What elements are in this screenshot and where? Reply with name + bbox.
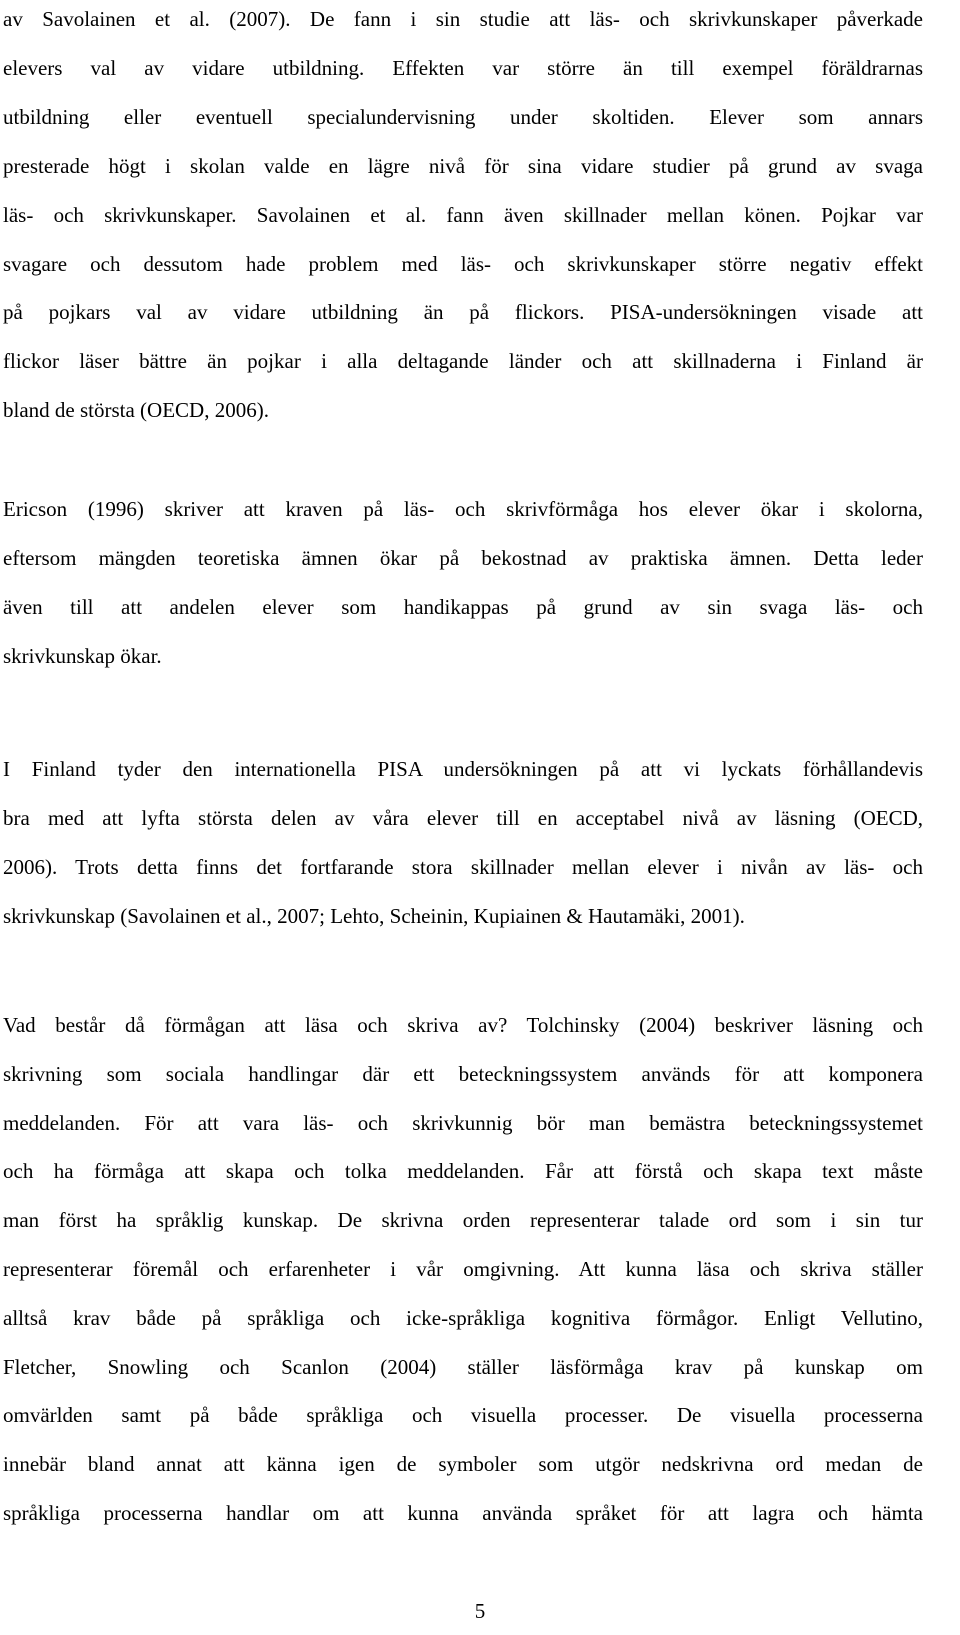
page-number: 5 (474, 1599, 486, 1623)
text-line: skrivning som sociala handlingar där ett beteckningssystem används för att komponera (3, 1061, 923, 1086)
text-line: läs- och skrivkunskaper. Savolainen et al. fann även skillnader mellan könen. Pojkar var (3, 202, 923, 227)
text-line: skrivkunskap ökar. (3, 644, 162, 668)
text-line: bra med att lyfta största delen av våra elever till en acceptabel nivå av läsning (OECD, (3, 806, 923, 830)
text-line: elevers val av vidare utbildning. Effekten var större än till exempel föräldrarnas (3, 55, 923, 80)
text-line: utbildning eller eventuell specialundervisning under skoltiden. Elever som annars (3, 104, 923, 129)
text-line: I Finland tyder den internationella PISA undersökningen på att vi lyckats förhållandevis (3, 757, 923, 781)
text-line: Fletcher, Snowling och Scanlon (2004) ställer läsförmåga krav på kunskap om (3, 1354, 923, 1379)
text-line: representerar föremål och erfarenheter i vår omgivning. Att kunna läsa och skriva ställer (3, 1257, 923, 1281)
text-line: Vad består då förmågan att läsa och skriva av? Tolchinsky (2004) beskriver läsning och (3, 1013, 923, 1037)
text-line: på pojkars val av vidare utbildning än på flickors. PISA-undersökningen visade att (3, 300, 923, 325)
text-line: Ericson (1996) skriver att kraven på läs- och skrivförmåga hos elever ökar i skolorna, (3, 497, 923, 521)
text-line: 2006). Trots detta finns det fortfarande stora skillnader mellan elever i nivån av läs- och (3, 855, 923, 879)
text-line: språkliga processerna handlar om att kunna använda språket för att lagra och hämta (3, 1501, 923, 1525)
text-line: presterade högt i skolan valde en lägre nivå för sina vidare studier på grund av svaga (3, 153, 923, 178)
text-line: innebär bland annat att känna igen de symboler som utgör nedskrivna ord medan de (3, 1452, 923, 1477)
text-line: skrivkunskap (Savolainen et al., 2007; Lehto, Scheinin, Kupiainen & Hautamäki, 2001). (3, 904, 745, 928)
text-line: omvärlden samt på både språkliga och visuella processer. De visuella processerna (3, 1403, 923, 1428)
text-line: flickor läser bättre än pojkar i alla deltagande länder och att skillnaderna i Finland är (3, 349, 923, 374)
text-line: av Savolainen et al. (2007). De fann i sin studie att läs- och skrivkunskaper påverkade (3, 7, 923, 31)
text-line: bland de största (OECD, 2006). (3, 398, 269, 423)
text-line: meddelanden. För att vara läs- och skrivkunnig bör man bemästra beteckningssystemet (3, 1110, 923, 1135)
text-line: alltså krav både på språkliga och icke-språkliga kognitiva förmågor. Enligt Vellutino, (3, 1305, 923, 1330)
text-line: även till att andelen elever som handikappas på grund av sin svaga läs- och (3, 595, 923, 619)
text-line: svagare och dessutom hade problem med läs- och skrivkunskaper större negativ effekt (3, 251, 923, 276)
text-line: och ha förmåga att skapa och tolka meddelanden. Får att förstå och skapa text måste (3, 1159, 923, 1184)
text-line: man först ha språklig kunskap. De skrivna orden representerar talade ord som i sin tur (3, 1208, 923, 1233)
text-line: eftersom mängden teoretiska ämnen ökar på bekostnad av praktiska ämnen. Detta leder (3, 546, 923, 570)
